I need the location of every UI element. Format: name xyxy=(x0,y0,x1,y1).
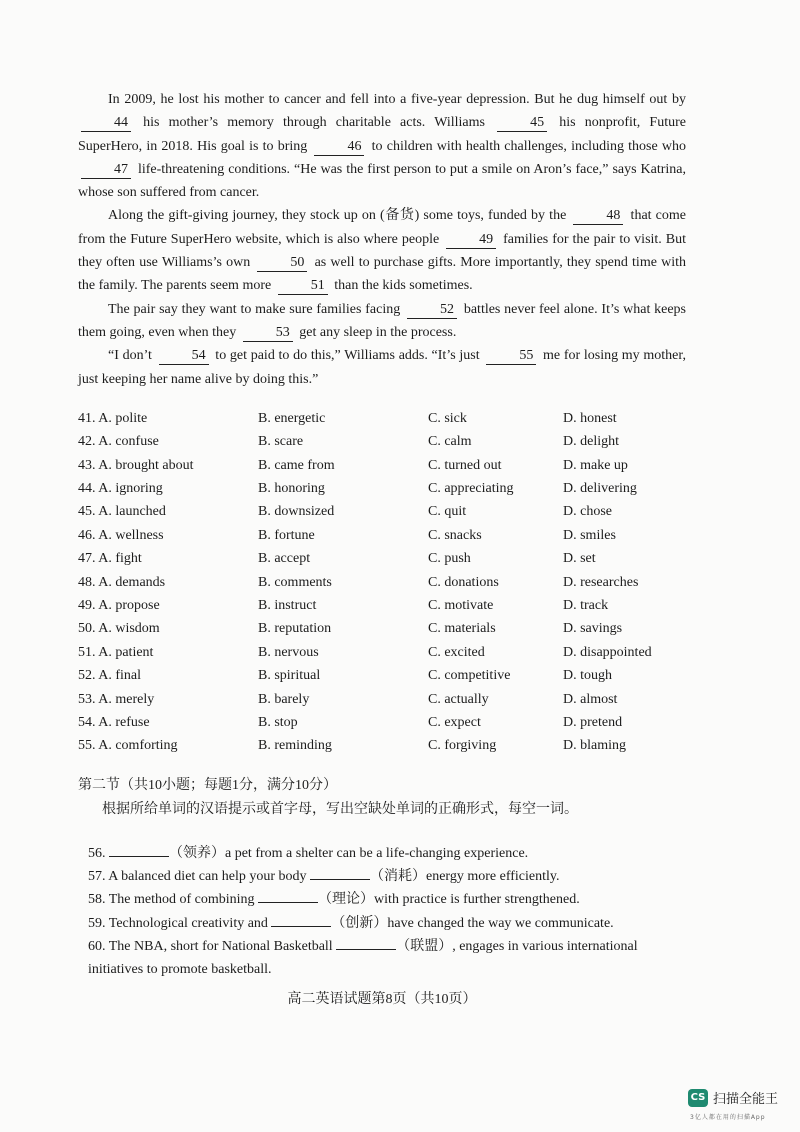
option-row xyxy=(78,715,686,738)
answer-line xyxy=(109,856,169,857)
option-choice: 55. A. comforting xyxy=(78,738,178,754)
fill-question xyxy=(88,842,686,865)
section-instruction: 根据所给单词的汉语提示或首字母，写出空缺处单词的正确形式，每空一词。 xyxy=(102,801,578,817)
option-choice: C. actually xyxy=(428,691,489,707)
answer-blank: 46 xyxy=(314,139,364,156)
passage-text: to get paid to do this,” Williams adds. “It’s just xyxy=(211,348,484,364)
option-choice: 44. A. ignoring xyxy=(78,481,163,497)
answer-blank: 47 xyxy=(81,162,131,179)
option-row xyxy=(78,668,686,691)
option-choice: D. smiles xyxy=(563,527,616,543)
option-choice: 43. A. brought about xyxy=(78,457,194,473)
option-choice: 42. A. confuse xyxy=(78,434,159,450)
answer-line xyxy=(271,926,331,927)
option-choice: B. accept xyxy=(258,551,311,567)
option-row xyxy=(78,575,686,598)
fill-question xyxy=(88,888,686,911)
option-choice: B. honoring xyxy=(258,481,325,497)
answer-blank: 45 xyxy=(497,115,547,132)
option-choice: C. excited xyxy=(428,644,485,660)
option-choice: 54. A. refuse xyxy=(78,714,150,730)
question-text: （理论）with practice is further strengthened. xyxy=(318,892,580,908)
option-choice: B. reputation xyxy=(258,621,332,637)
option-row xyxy=(78,621,686,644)
question-text: 58. The method of combining xyxy=(88,892,259,908)
option-choice: B. downsized xyxy=(258,504,335,520)
option-choice: B. fortune xyxy=(258,527,315,543)
option-choice: C. push xyxy=(428,551,471,567)
option-choice: 46. A. wellness xyxy=(78,527,164,543)
answer-blank: 52 xyxy=(407,302,457,319)
option-choice: C. snacks xyxy=(428,527,482,543)
question-text: 57. A balanced diet can help your body xyxy=(88,869,310,885)
option-choice: B. scare xyxy=(258,434,304,450)
option-choice: C. motivate xyxy=(428,597,494,613)
answer-blank: 44 xyxy=(81,115,131,132)
answer-blank: 48 xyxy=(573,208,623,225)
option-choice: D. track xyxy=(563,597,609,613)
passage-paragraph xyxy=(78,298,686,345)
option-choice: C. sick xyxy=(428,410,467,426)
option-choice: 51. A. patient xyxy=(78,644,154,660)
passage-text: as well to purchase gifts. More importantly, they spend time with the family. The parents seem more xyxy=(78,255,686,294)
option-choice: B. stop xyxy=(258,714,298,730)
question-text: （创新）have changed the way we communicate. xyxy=(331,915,614,931)
answer-blank: 54 xyxy=(159,348,209,365)
option-choice: C. competitive xyxy=(428,668,511,684)
fill-question xyxy=(88,935,686,982)
passage-text: than the kids sometimes. xyxy=(330,278,473,294)
answer-line xyxy=(310,879,370,880)
question-text: 60. The NBA, short for National Basketball xyxy=(88,938,337,954)
option-choice: D. chose xyxy=(563,504,612,520)
option-choice: B. reminding xyxy=(258,738,332,754)
option-choice: B. instruct xyxy=(258,597,317,613)
option-choice: D. disappointed xyxy=(563,644,652,660)
answer-blank: 50 xyxy=(257,255,307,272)
question-text: 59. Technological creativity and xyxy=(88,915,272,931)
option-choice: C. appreciating xyxy=(428,481,514,497)
option-choice: C. turned out xyxy=(428,457,502,473)
option-row xyxy=(78,692,686,715)
option-choice: B. nervous xyxy=(258,644,319,660)
option-choice: C. expect xyxy=(428,714,481,730)
option-choice: B. came from xyxy=(258,457,335,473)
section-two-header xyxy=(78,776,686,820)
fill-question xyxy=(88,865,686,888)
option-choice: D. honest xyxy=(563,410,617,426)
option-choice: 45. A. launched xyxy=(78,504,166,520)
passage-paragraph xyxy=(78,88,686,204)
option-choice: B. comments xyxy=(258,574,332,590)
option-choice: C. calm xyxy=(428,434,472,450)
watermark-subtitle: 3亿人都在用的扫描App xyxy=(690,1114,766,1121)
passage-text: The pair say they want to make sure families facing xyxy=(108,301,405,317)
option-row xyxy=(78,598,686,621)
answer-blank: 51 xyxy=(278,278,328,295)
camscanner-logo-icon: CS xyxy=(688,1089,708,1107)
passage-text: that come from the Future SuperHero website, which is also where people xyxy=(78,208,686,247)
question-text: （联盟）, engages in various international initiatives to promote basketball. xyxy=(88,938,638,978)
passage-text: In 2009, he lost his mother to cancer and fell into a five-year depression. But he dug himself out by xyxy=(108,92,686,107)
answer-line xyxy=(336,949,396,950)
options-table xyxy=(78,411,686,762)
passage-text: families for the pair to visit. But they often use Williams’s own xyxy=(78,231,687,271)
page-footer: 高二英语试题第8页（共10页） xyxy=(287,991,477,1007)
passage-text: me for losing my mother, just keeping her name alive by doing this.” xyxy=(78,348,686,387)
option-choice: D. blaming xyxy=(563,738,626,754)
option-choice: D. tough xyxy=(563,668,612,684)
option-choice: 49. A. propose xyxy=(78,597,160,613)
option-choice: B. energetic xyxy=(258,410,326,426)
fill-question xyxy=(88,912,686,935)
camscanner-watermark xyxy=(688,1088,778,1107)
passage-text: Along the gift-giving journey, they stock up on (备货) some toys, funded by the xyxy=(108,208,571,224)
option-row xyxy=(78,458,686,481)
option-choice: C. donations xyxy=(428,574,499,590)
answer-blank: 53 xyxy=(243,325,293,342)
passage-paragraph xyxy=(78,204,686,297)
option-row xyxy=(78,481,686,504)
passage-text: battles never feel alone. It’s what keeps them going, even when they xyxy=(78,301,686,340)
option-choice: D. delivering xyxy=(563,481,637,497)
passage-text: “I don’t xyxy=(108,348,156,364)
option-row xyxy=(78,551,686,574)
answer-blank: 55 xyxy=(486,348,536,365)
option-row xyxy=(78,504,686,527)
option-choice: B. spiritual xyxy=(258,668,321,684)
passage-text: life-threatening conditions. “He was the first person to put a smile on Aron’s face,” says Katrina, whose son suffered from cancer. xyxy=(78,161,686,201)
option-choice: D. make up xyxy=(563,457,628,473)
option-choice: D. researches xyxy=(563,574,639,590)
question-text: （消耗）energy more efficiently. xyxy=(370,869,560,885)
option-choice: D. set xyxy=(563,551,596,567)
option-choice: C. forgiving xyxy=(428,738,497,754)
option-choice: D. delight xyxy=(563,434,619,450)
watermark-name: 扫描全能王 xyxy=(713,1092,779,1107)
answer-line xyxy=(258,902,318,903)
option-choice: 50. A. wisdom xyxy=(78,621,160,637)
reading-passage xyxy=(78,88,686,391)
option-row xyxy=(78,411,686,434)
option-choice: 41. A. polite xyxy=(78,410,148,426)
option-choice: B. barely xyxy=(258,691,310,707)
option-choice: 48. A. demands xyxy=(78,574,166,590)
option-row xyxy=(78,645,686,668)
option-row xyxy=(78,738,686,761)
fill-in-questions xyxy=(78,842,686,982)
passage-text: get any sleep in the process. xyxy=(295,324,457,340)
passage-text: to children with health challenges, including those who xyxy=(367,138,687,154)
option-choice: 52. A. final xyxy=(78,668,141,684)
section-title: 第二节（共10小题；每题1分，满分10分） xyxy=(78,777,337,793)
option-choice: C. materials xyxy=(428,621,496,637)
passage-text: his nonprofit, Future SuperHero, in 2018. His goal is to bring xyxy=(78,115,686,154)
option-choice: C. quit xyxy=(428,504,467,520)
answer-blank: 49 xyxy=(446,232,496,249)
option-row xyxy=(78,528,686,551)
option-row xyxy=(78,434,686,457)
question-text: （领养）a pet from a shelter can be a life-changing experience. xyxy=(169,845,529,861)
option-choice: 47. A. fight xyxy=(78,551,142,567)
passage-text: his mother’s memory through charitable acts. Williams xyxy=(134,115,495,131)
option-choice: D. almost xyxy=(563,691,618,707)
passage-paragraph xyxy=(78,344,686,391)
option-choice: D. pretend xyxy=(563,714,623,730)
question-text: 56. xyxy=(88,845,109,861)
option-choice: D. savings xyxy=(563,621,623,637)
option-choice: 53. A. merely xyxy=(78,691,155,707)
